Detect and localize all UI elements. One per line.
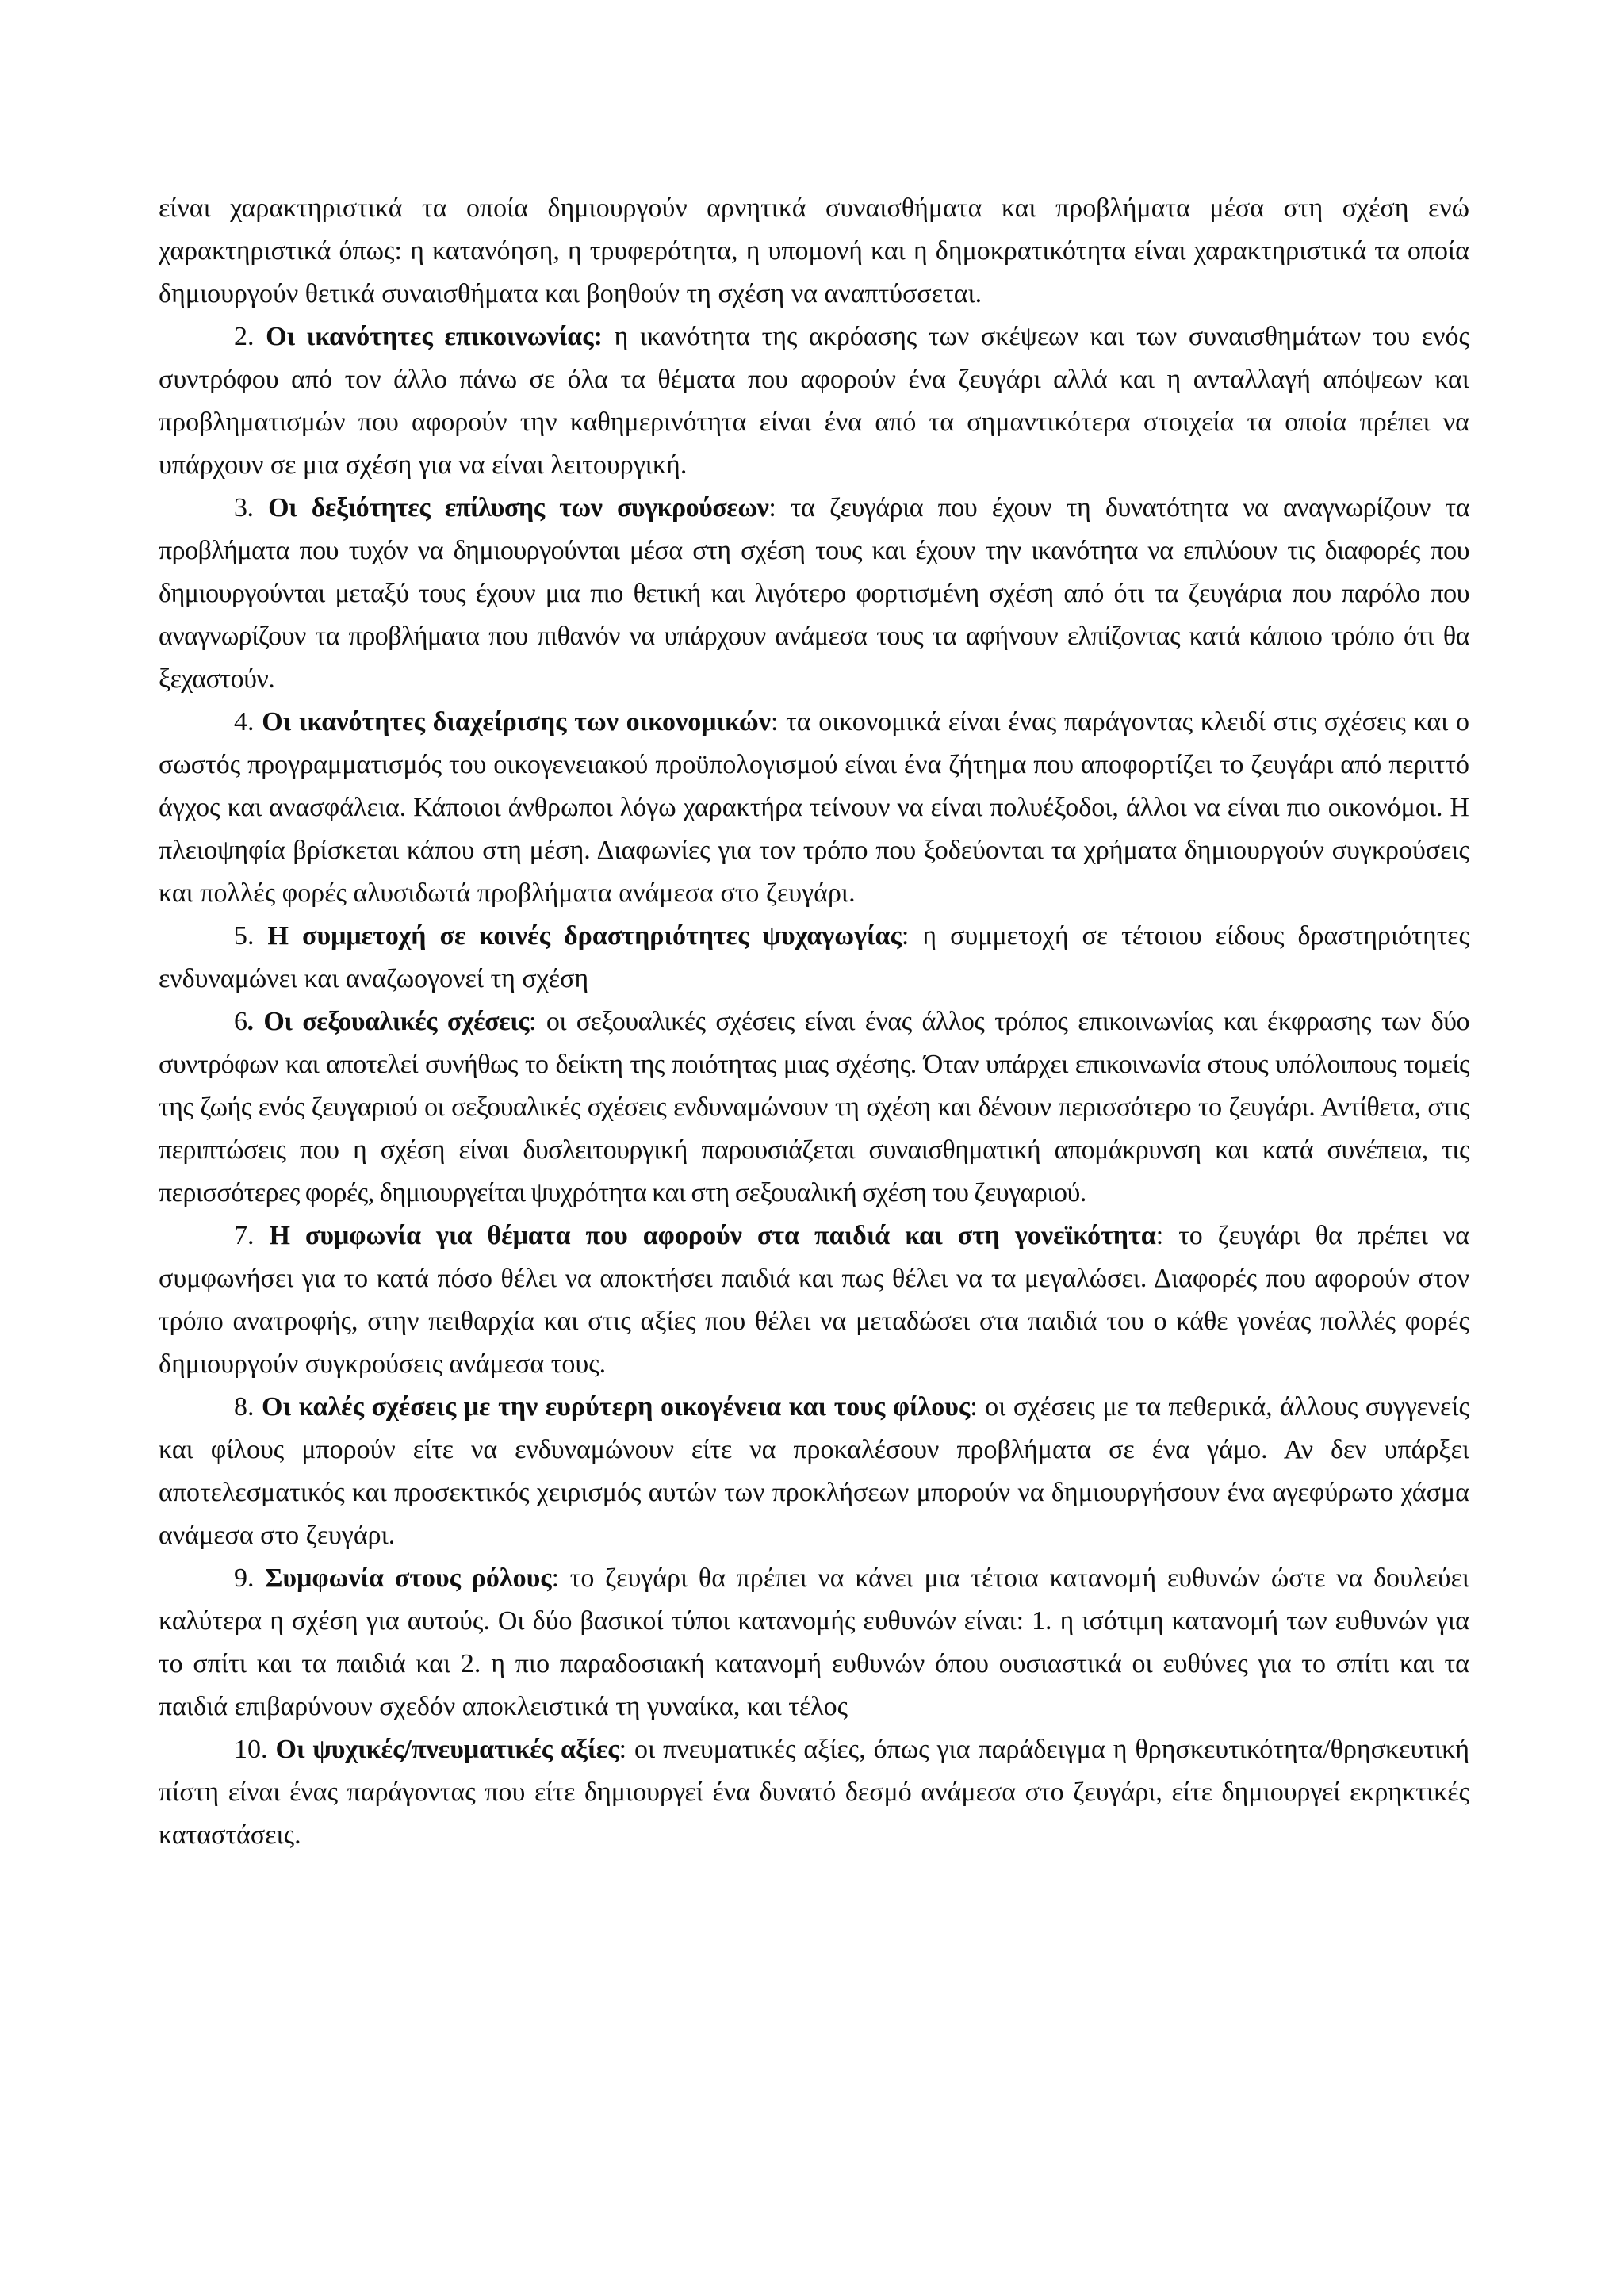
list-item-children-parenting — [159, 1215, 1469, 1386]
item-heading: Συμφωνία στους ρόλους — [265, 1563, 552, 1593]
item-number: 2. — [234, 322, 255, 351]
list-item-communication-skills — [159, 316, 1469, 487]
list-item-extended-family — [159, 1386, 1469, 1557]
item-number: 10. — [234, 1735, 268, 1764]
list-item-sexual-relations — [159, 1001, 1469, 1215]
list-item-spiritual-values — [159, 1728, 1469, 1857]
item-heading: Οι καλές σχέσεις με την ευρύτερη οικογένεια και τους φίλους — [262, 1392, 971, 1422]
paragraph-continuation — [159, 187, 1469, 316]
item-heading: Οι δεξιότητες επίλυσης των συγκρούσεων — [268, 493, 769, 522]
item-text: η ικανότητα της ακρόασης των σκέψεων και των συναισθημάτων του ενός συντρόφου από τον άλλο πάνω σε όλα τα θέματα που αφορούν ένα ζευγάρι αλλά και η ανταλλαγή απόψεων και προβληματισμών που αφορούν την καθημερινότητα είναι ένα από τα σημαντικότερα στοιχεία τα οποία πρέπει να υπάρχουν σε μια σχέση για να είναι λειτουργική. — [159, 322, 1470, 480]
list-item-financial-management — [159, 701, 1469, 915]
item-heading: Η συμφωνία για θέματα που αφορούν στα παιδιά και στη γονεϊκότητα — [269, 1221, 1156, 1250]
list-item-roles-agreement — [159, 1557, 1469, 1728]
item-number: 5. — [234, 921, 255, 951]
item-text: : οι σεξουαλικές σχέσεις είναι ένας άλλος τρόπος επικοινωνίας και έκφρασης των δύο συντρόφων και αποτελεί συνήθως το δείκτη της ποιότητας μιας σχέσης. Όταν υπάρχει επικοινωνία στους υπόλοιπους τομείς της ζωής ενός ζευγαριού οι σεξουαλικές σχέσεις ενδυναμώνουν τη σχέση και δένουν περισσότερο το ζευγάρι. Αντίθετα, στις περιπτώσεις που η σχέση είναι δυσλειτουργική παρουσιάζεται συναισθηματική απομάκρυνση και κατά συνέπεια, τις περισσότερες φορές, δημιουργείται ψυχρότητα και στη σεξουαλική σχέση του ζευγαριού. — [159, 1007, 1469, 1207]
paragraph-text: είναι χαρακτηριστικά τα οποία δημιουργούν αρνητικά συναισθήματα και προβλήματα μέσα στη σχέση ενώ χαρακτηριστικά όπως: η κατανόηση, η τρυφερότητα, η υπομονή και η δημοκρατικότητα είναι χαρακτηριστικά τα οποία δημιουργούν θετικά συναισθήματα και βοηθούν τη σχέση να αναπτύσσεται. — [159, 193, 1469, 308]
item-number: 8. — [234, 1392, 255, 1422]
list-item-shared-recreation — [159, 915, 1469, 1001]
item-number: 7. — [234, 1221, 255, 1250]
item-number: 9. — [234, 1563, 255, 1593]
item-text: : οι σχέσεις με τα πεθερικά, άλλους συγγενείς και φίλους μπορούν είτε να ενδυναμώνουν είτε να προκαλέσουν προβλήματα σε ένα γάμο. Αν δεν υπάρξει αποτελεσματικός και προσεκτικός χειρισμός αυτών των προκλήσεων μπορούν να δημιουργήσουν ένα αγεφύρωτο χάσμα ανάμεσα στο ζευγάρι. — [159, 1392, 1470, 1550]
list-item-conflict-resolution — [159, 487, 1469, 701]
item-text: : η συμμετοχή σε τέτοιου είδους δραστηριότητες ενδυναμώνει και αναζωογονεί τη σχέση — [159, 921, 1470, 993]
item-text: : τα οικονομικά είναι ένας παράγοντας κλειδί στις σχέσεις και ο σωστός προγραμματισμός του οικογενειακού προϋπολογισμού είναι ένα ζήτημα που αποφορτίζει το ζευγάρι από περιττό άγχος και ανασφάλεια. Κάποιοι άνθρωποι λόγω χαρακτήρα τείνουν να είναι πολυέξοδοι, άλλοι να είναι πιο οικονόμοι. Η πλειοψηφία βρίσκεται κάπου στη μέση. Διαφωνίες για τον τρόπο που ξοδεύονται τα χρήματα δημιουργούν συγκρούσεις και πολλές φορές αλυσιδωτά προβλήματα ανάμεσα στο ζευγάρι. — [159, 707, 1469, 908]
item-text: : το ζευγάρι θα πρέπει να συμφωνήσει για το κατά πόσο θέλει να αποκτήσει παιδιά και πως θέλει να τα μεγαλώσει. Διαφορές που αφορούν στον τρόπο ανατροφής, στην πειθαρχία και στις αξίες που θέλει να μεταδώσει στα παιδιά του ο κάθε γονέας πολλές φορές δημιουργούν συγκρούσεις ανάμεσα τους. — [159, 1221, 1469, 1379]
item-heading: Οι ικανότητες επικοινωνίας: — [266, 322, 603, 351]
item-number: 6 — [234, 1007, 247, 1036]
item-number: 3. — [234, 493, 254, 522]
item-heading: Η συμμετοχή σε κοινές δραστηριότητες ψυχαγωγίας — [267, 921, 902, 951]
item-heading: Οι ψυχικές/πνευματικές αξίες — [275, 1735, 619, 1764]
item-heading: Οι ικανότητες διαχείρισης των οικονομικών — [262, 707, 771, 737]
item-number: 4. — [234, 707, 255, 737]
item-text: : οι πνευματικές αξίες, όπως για παράδειγμα η θρησκευτικότητα/θρησκευτική πίστη είναι ένας παράγοντας που είτε δημιουργεί ένα δυνατό δεσμό ανάμεσα στο ζευγάρι, είτε δημιουργεί εκρηκτικές καταστάσεις. — [159, 1735, 1470, 1850]
item-text: : τα ζευγάρια που έχουν τη δυνατότητα να αναγνωρίζουν τα προβλήματα που τυχόν να δημιουργούνται μέσα στη σχέση τους και έχουν την ικανότητα να επιλύουν τις διαφορές που δημιουργούνται μεταξύ τους έχουν μια πιο θετική και λιγότερο φορτισμένη σχέση από ότι τα ζευγάρια που παρόλο που αναγνωρίζουν τα προβλήματα που πιθανόν να υπάρχουν ανάμεσα τους τα αφήνουν ελπίζοντας κατά κάποιο τρόπο ότι θα ξεχαστούν. — [159, 493, 1470, 694]
item-heading: . Οι σεξουαλικές σχέσεις — [247, 1007, 530, 1036]
item-text: : το ζευγάρι θα πρέπει να κάνει μια τέτοια κατανομή ευθυνών ώστε να δουλεύει καλύτερα η σχέση για αυτούς. Οι δύο βασικοί τύποι κατανομής ευθυνών είναι: 1. η ισότιμη κατανομή των ευθυνών για το σπίτι και τα παιδιά και 2. η πιο παραδοσιακή κατανομή ευθυνών όπου ουσιαστικά οι ευθύνες για το σπίτι και τα παιδιά επιβαρύνουν σχεδόν αποκλειστικά τη γυναίκα, και τέλος — [159, 1563, 1469, 1721]
